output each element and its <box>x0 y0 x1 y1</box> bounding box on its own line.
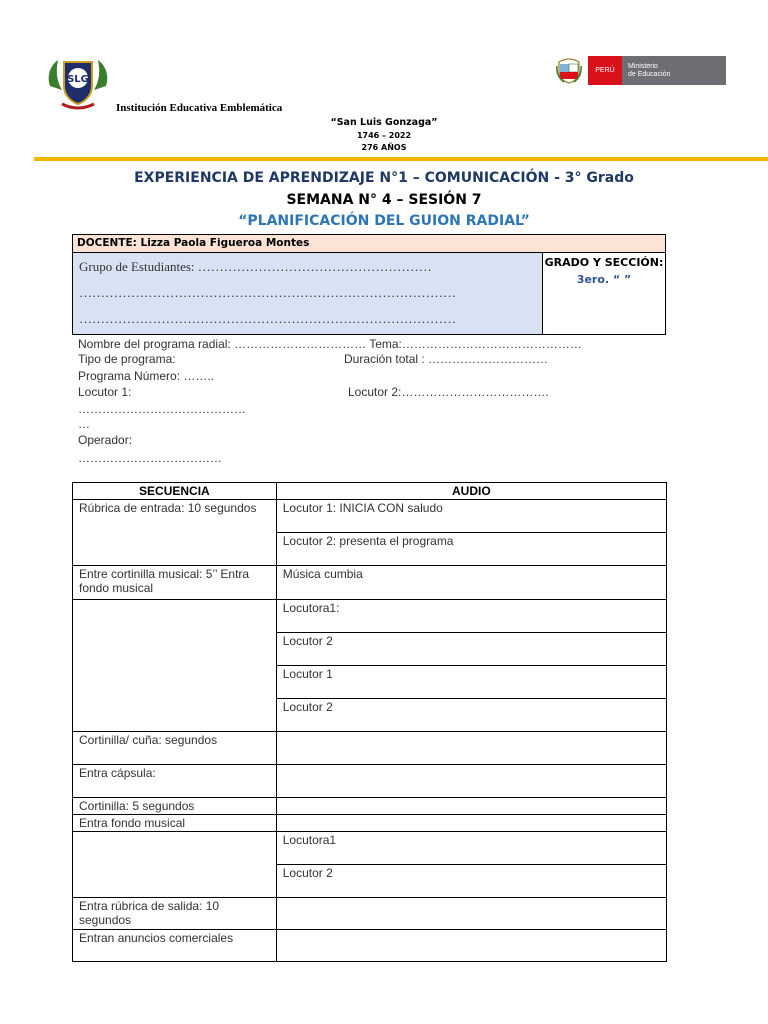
ministry-line2: de Educación <box>628 70 671 78</box>
school-anniversary: 276 AÑOS <box>361 143 407 152</box>
school-name: “San Luis Gonzaga” <box>330 117 438 128</box>
sequence-cell[interactable]: Entra cápsula: <box>73 765 277 798</box>
audio-cell[interactable] <box>276 930 666 962</box>
audio-cell[interactable] <box>276 732 666 765</box>
ministry-line1: Ministerio <box>628 62 658 70</box>
table-row <box>73 566 667 600</box>
teacher-info-box <box>72 234 666 335</box>
student-group-field[interactable] <box>73 253 543 334</box>
operator-label[interactable]: Operador: <box>78 433 133 447</box>
sequence-cell[interactable]: Cortinilla: 5 segundos <box>73 798 277 815</box>
sequence-cell[interactable]: Rúbrica de entrada: 10 segundos <box>73 500 277 566</box>
audio-cell[interactable] <box>276 898 666 930</box>
grade-section-cell <box>543 253 665 334</box>
audio-cell[interactable] <box>276 765 666 798</box>
student-group-line2: …………………………………………………………………………… <box>79 285 456 300</box>
grade-section-label: GRADO Y SECCIÓN: <box>544 256 664 269</box>
table-row <box>73 732 667 765</box>
logo-letters: SLG <box>67 74 89 85</box>
sequence-cell[interactable] <box>73 600 277 732</box>
sequence-cell[interactable] <box>73 832 277 898</box>
table-row <box>73 898 667 930</box>
peru-coat-of-arms-icon <box>556 56 582 84</box>
peru-logo-block: PERÚ <box>588 56 622 85</box>
radio-script-table <box>72 482 667 962</box>
school-crest-logo <box>44 56 112 112</box>
sequence-column-header: SECUENCIA <box>73 483 277 500</box>
institution-label: Institución Educativa Emblemática <box>116 102 283 114</box>
sequence-cell[interactable]: Entre cortinilla musical: 5’’ Entra fondo musical <box>73 566 277 600</box>
audio-column-header: AUDIO <box>276 483 666 500</box>
sequence-cell[interactable]: Entran anuncios comerciales <box>73 930 277 962</box>
audio-cell[interactable]: Locutor 1 <box>276 666 666 699</box>
grade-section-value[interactable]: 3ero. “ ” <box>576 273 632 286</box>
program-name-line[interactable]: Nombre del programa radial: …………………………… Tema:……………………………………… <box>78 337 582 351</box>
audio-cell[interactable] <box>276 815 666 832</box>
student-group-line1: Grupo de Estudiantes: ……………………………………………… <box>79 259 432 274</box>
operator-dots: ……………………………… <box>78 451 222 465</box>
teacher-row <box>73 235 665 253</box>
audio-cell[interactable]: Locutor 2 <box>276 865 666 898</box>
table-row <box>73 930 667 962</box>
teacher-name: Lizza Paola Figueroa Montes <box>140 237 310 249</box>
ministry-logo-block <box>622 56 726 85</box>
program-type-label[interactable]: Tipo de programa: <box>78 352 176 366</box>
topic-title: “PLANIFICACIÓN DEL GUION RADIAL” <box>238 213 530 229</box>
school-years: 1746 – 2022 <box>356 131 412 140</box>
table-row <box>73 798 667 815</box>
audio-cell[interactable]: Locutor 1: INICIA CON saludo <box>276 500 666 533</box>
audio-cell[interactable]: Música cumbia <box>276 566 666 600</box>
audio-cell[interactable]: Locutor 2: presenta el programa <box>276 533 666 566</box>
sequence-cell[interactable]: Entra rúbrica de salida: 10 segundos <box>73 898 277 930</box>
table-header-row <box>73 483 667 500</box>
program-number-line[interactable]: Programa Número: …….. <box>78 369 215 383</box>
table-row <box>73 832 667 865</box>
sequence-cell[interactable]: Entra fondo musical <box>73 815 277 832</box>
audio-cell[interactable] <box>276 798 666 815</box>
total-duration-line[interactable]: Duración total : ………………………… <box>344 352 549 366</box>
header-divider <box>34 157 768 161</box>
speaker1-label[interactable]: Locutor 1: <box>78 385 132 399</box>
week-session-title: SEMANA N° 4 – SESIÓN 7 <box>286 192 482 208</box>
student-group-line3: …………………………………………………………………………… <box>79 311 456 326</box>
table-row <box>73 815 667 832</box>
teacher-label: DOCENTE: <box>77 237 137 249</box>
table-row <box>73 500 667 533</box>
speaker1-dots-continuation: … <box>78 417 90 431</box>
sequence-cell[interactable]: Cortinilla/ cuña: segundos <box>73 732 277 765</box>
audio-cell[interactable]: Locutora1 <box>276 832 666 865</box>
speaker2-line[interactable]: Locutor 2:………………………………. <box>348 385 549 399</box>
speaker1-dots: …………………………………… <box>78 402 246 416</box>
table-row <box>73 765 667 798</box>
table-row <box>73 600 667 633</box>
experience-title: EXPERIENCIA DE APRENDIZAJE N°1 – COMUNICACIÓN - 3° Grado <box>134 170 634 186</box>
audio-cell[interactable]: Locutor 2 <box>276 633 666 666</box>
audio-cell[interactable]: Locutor 2 <box>276 699 666 732</box>
audio-cell[interactable]: Locutora1: <box>276 600 666 633</box>
